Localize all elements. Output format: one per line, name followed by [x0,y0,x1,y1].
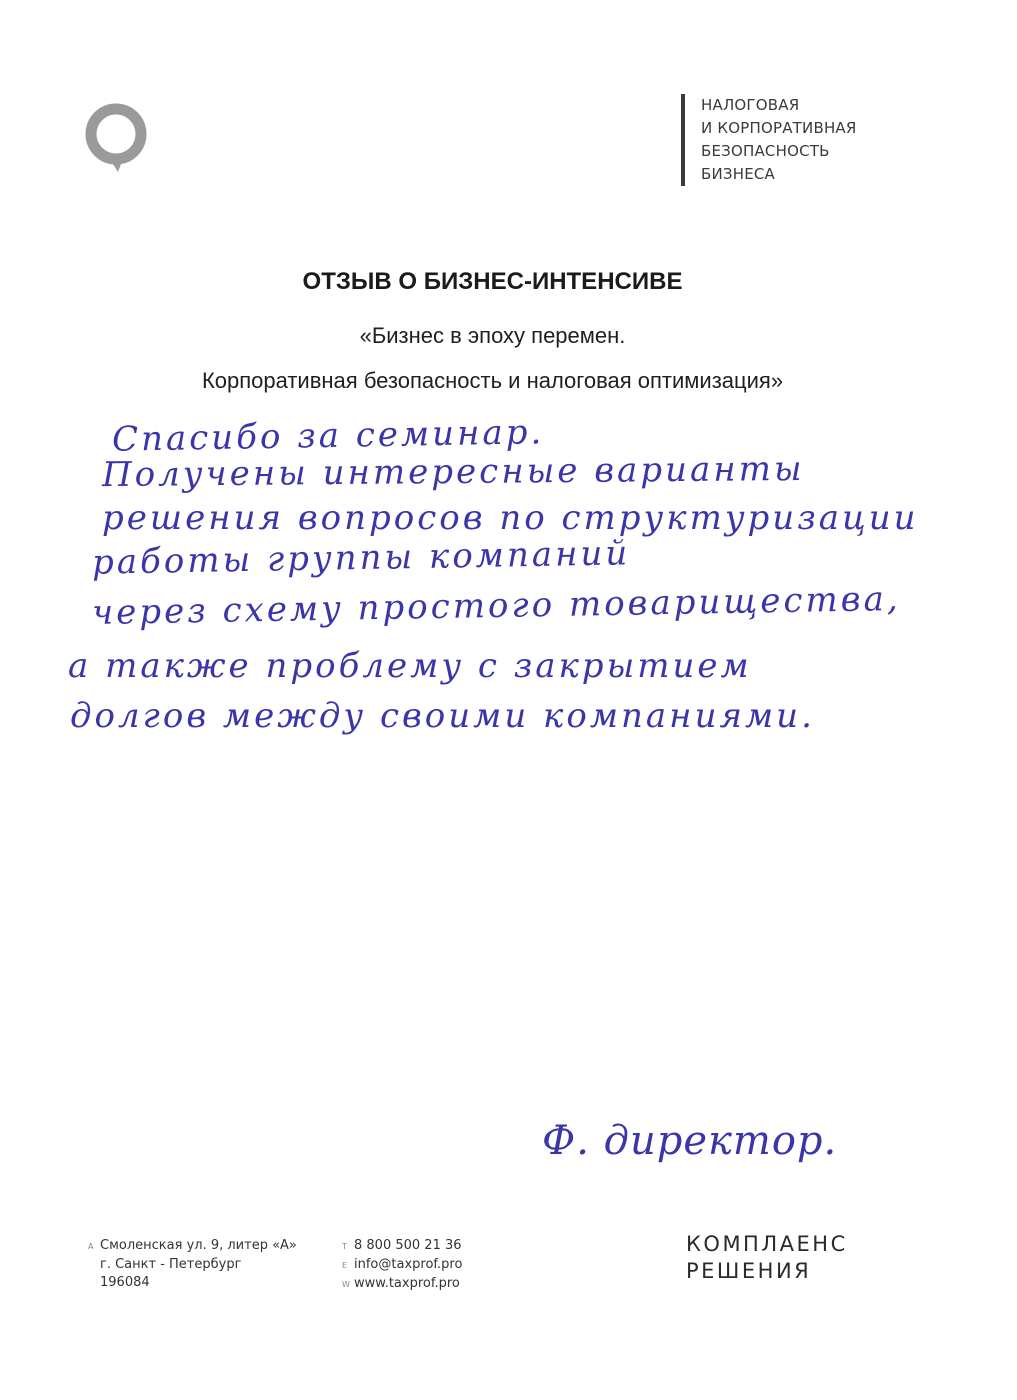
brand-divider [681,94,685,186]
handwritten-line-1: Спасибо за семинар. [111,412,545,460]
handwritten-line-6: а также проблему с закрытием [68,646,752,686]
address-marker: A [88,1242,94,1251]
address-row-1 [88,1237,297,1256]
contact-phone[interactable]: 8 800 500 21 36 [354,1238,462,1253]
brand-line-3: БЕЗОПАСНОСТЬ [701,142,830,160]
company-line-2: РЕШЕНИЯ [686,1259,812,1283]
web-marker: W [342,1280,350,1289]
document-subtitle-line-1: «Бизнес в эпоху перемен. [359,323,626,348]
handwritten-line-5: через схему простого товарищества, [91,578,901,634]
footer-address [88,1237,297,1292]
brand-line-2: И КОРПОРАТИВНАЯ [701,119,857,137]
contact-row-web [342,1275,462,1294]
address-street: Смоленская ул. 9, литер «А» [100,1238,297,1253]
document-title: ОТЗЫВ О БИЗНЕС-ИНТЕНСИВЕ [302,268,683,295]
handwritten-line-2: Получены интересные варианты [101,448,805,496]
contact-email[interactable]: info@taxprof.pro [354,1257,463,1272]
contact-row-email [342,1256,462,1275]
address-city: г. Санкт - Петербург [100,1257,242,1272]
phone-marker: T [342,1242,347,1251]
footer-contacts [342,1237,462,1294]
handwritten-line-3: решения вопросов по структуризации [102,498,919,538]
handwritten-line-7: долгов между своими компаниями. [70,696,815,736]
brand-line-4: БИЗНЕСА [701,165,776,183]
company-wordmark [686,1231,848,1285]
address-row-2 [88,1256,297,1274]
contact-row-phone [342,1237,462,1256]
address-postcode: 196084 [100,1275,150,1290]
handwritten-line-4: работы группы компаний [91,533,631,583]
company-line-1: КОМПЛАЕНС [686,1232,848,1256]
signature: Ф. директор. [542,1118,838,1164]
contact-website[interactable]: www.taxprof.pro [354,1276,460,1291]
address-row-3 [88,1274,297,1292]
brand-line-1: НАЛОГОВАЯ [701,96,800,114]
email-marker: E [342,1261,348,1270]
company-logo-icon [78,98,154,174]
document-subtitle-line-2: Корпоративная безопасность и налоговая оптимизация» [201,368,784,393]
